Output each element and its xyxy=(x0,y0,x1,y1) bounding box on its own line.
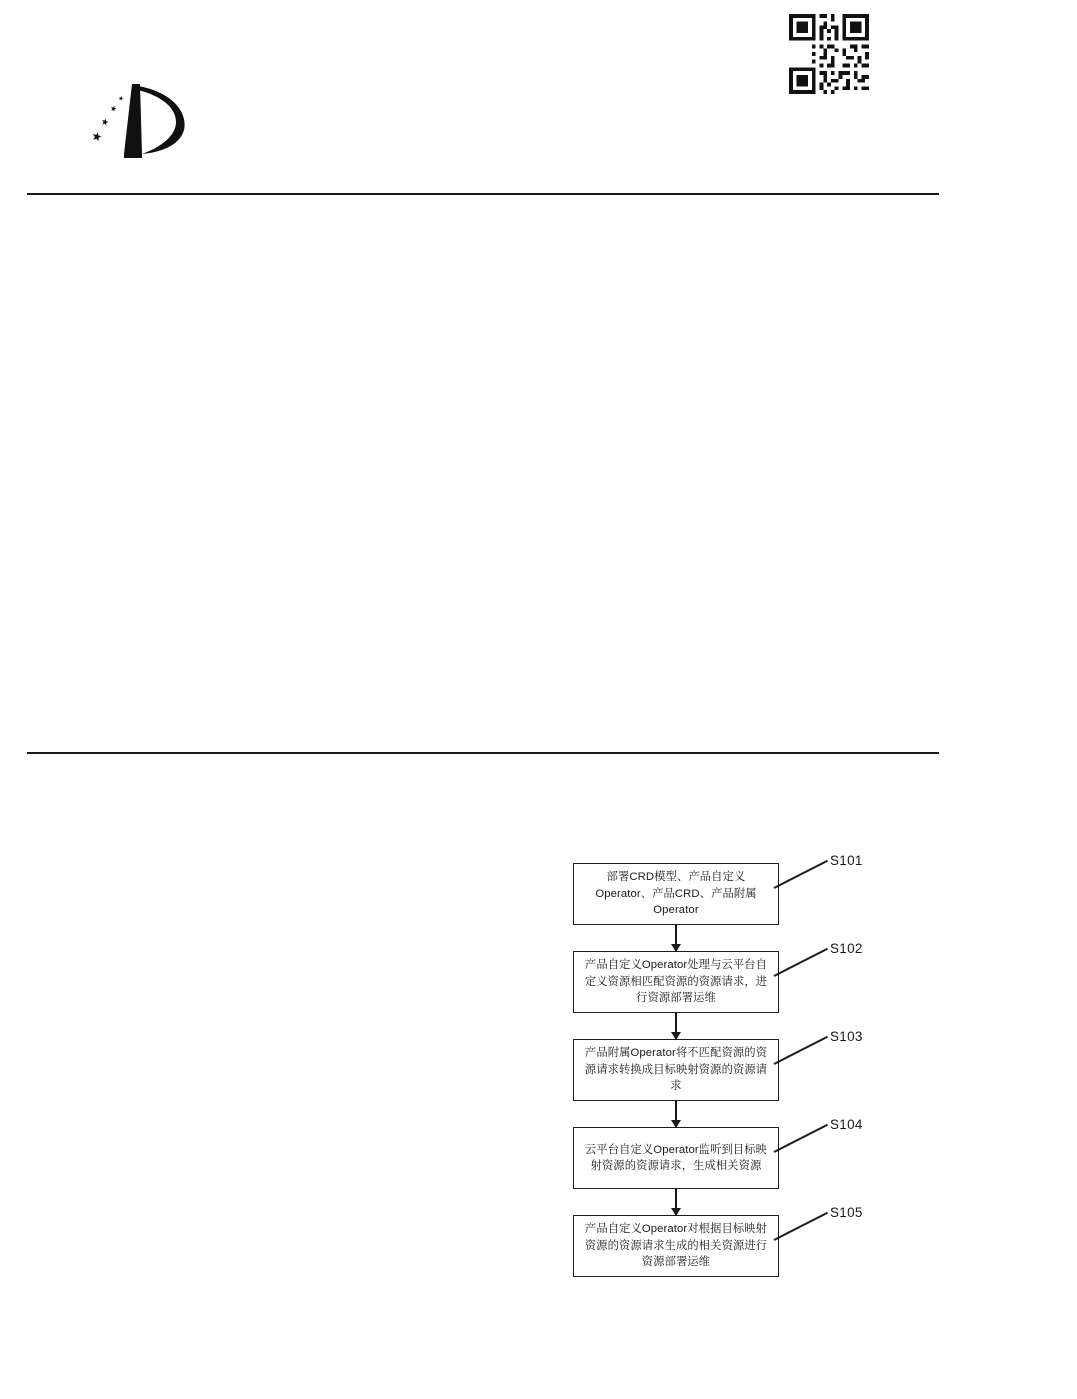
flow-step-leader-line xyxy=(774,1212,828,1241)
flow-step-leader-line xyxy=(774,1036,828,1065)
flow-arrow xyxy=(675,925,677,951)
flow-step-text: 部署CRD模型、产品自定义Operator、产品CRD、产品附属Operator xyxy=(595,871,757,917)
cnipa-patent-logo-icon xyxy=(80,78,200,160)
flow-step-text: 产品自定义Operator对根据目标映射资源的资源请求生成的相关资源进行资源部署运维 xyxy=(584,1223,768,1269)
flow-step-text: 产品附属Operator将不匹配资源的资源请求转换成目标映射资源的资源请求 xyxy=(584,1047,768,1093)
flow-step-leader-line xyxy=(774,860,828,889)
qr-code-icon xyxy=(789,14,869,94)
flow-step-box xyxy=(573,1215,779,1277)
flow-step-leader-line xyxy=(774,1124,828,1153)
body-divider xyxy=(27,752,939,754)
flow-arrow xyxy=(675,1101,677,1127)
flow-step-label: S103 xyxy=(830,1029,863,1044)
flow-step-box xyxy=(573,951,779,1013)
flow-step-label: S101 xyxy=(830,853,863,868)
header-divider xyxy=(27,193,939,195)
flow-step-box xyxy=(573,863,779,925)
flow-step-label: S102 xyxy=(830,941,863,956)
flow-step-box xyxy=(573,1127,779,1189)
flow-arrow xyxy=(675,1013,677,1039)
flow-step-label: S105 xyxy=(830,1205,863,1220)
flow-step-box xyxy=(573,1039,779,1101)
flow-arrow xyxy=(675,1189,677,1215)
flow-step-text: 产品自定义Operator处理与云平台自定义资源相匹配资源的资源请求，进行资源部署运维 xyxy=(584,959,768,1005)
flowchart xyxy=(540,845,940,1305)
flow-step-leader-line xyxy=(774,948,828,977)
flow-step-text: 云平台自定义Operator监听到目标映射资源的资源请求，生成相关资源 xyxy=(584,1143,768,1172)
flow-step-label: S104 xyxy=(830,1117,863,1132)
